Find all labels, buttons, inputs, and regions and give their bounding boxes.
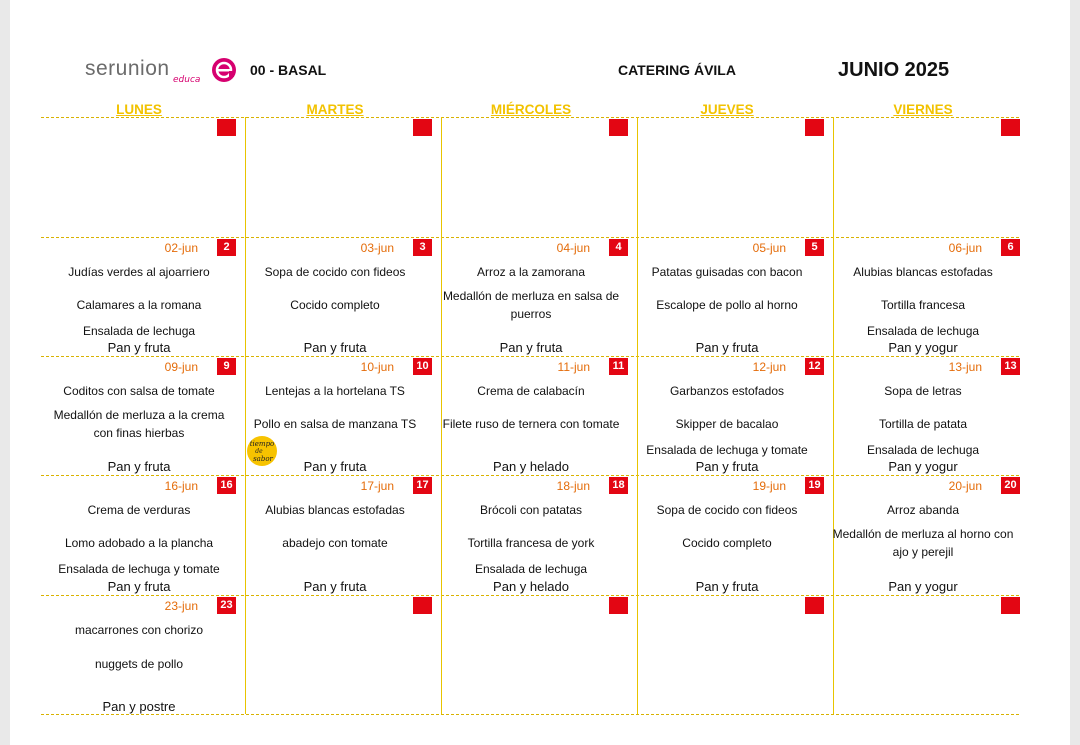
day-cell xyxy=(41,595,237,714)
day-cell xyxy=(629,356,825,475)
dish-first: Garbanzos estofados xyxy=(669,384,785,398)
day-number-badge: 17 xyxy=(413,477,432,494)
dish-side: Ensalada de lechuga xyxy=(866,443,980,457)
day-number-badge: 3 xyxy=(413,239,432,256)
dish-first: Arroz abanda xyxy=(886,503,960,517)
empty-day-marker xyxy=(1001,119,1020,136)
dish-second: Filete ruso de ternera con tomate xyxy=(442,417,620,431)
day-date: 05-jun xyxy=(752,241,786,255)
day-cell xyxy=(825,475,1021,595)
day-cell xyxy=(41,356,237,475)
dish-first: Lentejas a la hortelana TS xyxy=(265,384,405,398)
day-date: 20-jun xyxy=(948,479,982,493)
day-number-badge: 11 xyxy=(609,358,628,375)
day-date: 18-jun xyxy=(556,479,590,493)
dessert-line: Pan y fruta xyxy=(303,340,367,355)
dish-side: Ensalada de lechuga xyxy=(82,324,196,338)
dessert-line: Pan y postre xyxy=(102,699,176,714)
day-number-badge: 10 xyxy=(413,358,432,375)
tiempo-de-sabor-sticker xyxy=(242,434,282,468)
dessert-line: Pan y fruta xyxy=(303,459,367,474)
day-cell xyxy=(41,475,237,595)
dish-side: Ensalada de lechuga xyxy=(474,562,588,576)
day-number-badge: 2 xyxy=(217,239,236,256)
dish-first: Judías verdes al ajoarriero xyxy=(68,265,210,279)
dish-side: Ensalada de lechuga y tomate xyxy=(58,562,220,576)
menu-code: 00 - BASAL xyxy=(250,62,327,78)
dessert-line: Pan y yogur xyxy=(888,459,958,474)
dessert-line: Pan y yogur xyxy=(888,340,958,355)
empty-day-marker xyxy=(805,119,824,136)
month-title: JUNIO 2025 xyxy=(838,59,950,81)
day-number-badge: 20 xyxy=(1001,477,1020,494)
day-cell xyxy=(629,595,825,714)
day-date: 17-jun xyxy=(360,479,394,493)
day-date: 10-jun xyxy=(360,360,394,374)
dessert-line: Pan y helado xyxy=(493,459,569,474)
dish-second: Cocido completo xyxy=(290,298,380,312)
day-number-badge: 18 xyxy=(609,477,628,494)
day-cell xyxy=(237,237,433,356)
day-name-1: MARTES xyxy=(306,102,364,117)
day-number-badge: 23 xyxy=(217,597,236,614)
dish-second: nuggets de pollo xyxy=(94,657,184,671)
day-cell xyxy=(433,117,629,237)
dish-second: abadejo con tomate xyxy=(282,536,388,550)
dish-second: Medallón de merluza al horno con ajo y perejil xyxy=(832,527,1014,559)
day-cell xyxy=(825,117,1021,237)
day-cell xyxy=(433,595,629,714)
day-number-badge: 19 xyxy=(805,477,824,494)
day-name-3: JUEVES xyxy=(700,102,754,117)
empty-day-marker xyxy=(805,597,824,614)
dish-first: macarrones con chorizo xyxy=(74,623,204,637)
day-number-badge: 6 xyxy=(1001,239,1020,256)
day-name-4: VIERNES xyxy=(893,102,953,117)
empty-day-marker xyxy=(609,119,628,136)
day-date: 04-jun xyxy=(556,241,590,255)
dish-second: Cocido completo xyxy=(682,536,772,550)
day-cell xyxy=(41,117,237,237)
dessert-line: Pan y helado xyxy=(493,579,569,594)
day-cell xyxy=(41,237,237,356)
day-date: 02-jun xyxy=(164,241,198,255)
dessert-line: Pan y fruta xyxy=(303,579,367,594)
dessert-line: Pan y fruta xyxy=(107,459,171,474)
empty-day-marker xyxy=(1001,597,1020,614)
day-cell xyxy=(825,595,1021,714)
empty-day-marker xyxy=(413,597,432,614)
dish-second: Tortilla francesa xyxy=(880,298,966,312)
day-name-0: LUNES xyxy=(116,102,162,117)
logo-word: serunion xyxy=(85,57,170,80)
day-cell xyxy=(629,475,825,595)
dessert-line: Pan y fruta xyxy=(695,579,759,594)
day-cell xyxy=(237,595,433,714)
day-cell xyxy=(629,117,825,237)
dish-first: Alubias blancas estofadas xyxy=(265,503,405,517)
dish-first: Alubias blancas estofadas xyxy=(853,265,993,279)
day-cell xyxy=(237,117,433,237)
day-date: 09-jun xyxy=(164,360,198,374)
day-cell xyxy=(825,237,1021,356)
empty-day-marker xyxy=(609,597,628,614)
dish-first: Coditos con salsa de tomate xyxy=(63,384,215,398)
catering-name: CATERING ÁVILA xyxy=(618,62,736,78)
dessert-line: Pan y fruta xyxy=(499,340,563,355)
day-date: 03-jun xyxy=(360,241,394,255)
dessert-line: Pan y fruta xyxy=(695,459,759,474)
dish-first: Crema de verduras xyxy=(87,503,191,517)
day-cell xyxy=(825,356,1021,475)
dish-first: Sopa de cocido con fideos xyxy=(264,265,406,279)
empty-day-marker xyxy=(217,119,236,136)
row-divider xyxy=(41,714,1019,715)
dish-second: Calamares a la romana xyxy=(76,298,202,312)
day-date: 13-jun xyxy=(948,360,982,374)
dish-second: Medallón de merluza en salsa de puerros xyxy=(442,289,620,321)
day-date: 23-jun xyxy=(164,599,198,613)
dish-first: Crema de calabacín xyxy=(477,384,585,398)
dish-second: Skipper de bacalao xyxy=(675,417,779,431)
sticker-line-1: tiempo xyxy=(249,440,275,448)
dish-first: Brócoli con patatas xyxy=(479,503,583,517)
sticker-line-3: sabor xyxy=(253,455,273,463)
day-date: 16-jun xyxy=(164,479,198,493)
day-date: 06-jun xyxy=(948,241,982,255)
dish-side: Ensalada de lechuga y tomate xyxy=(646,443,808,457)
day-number-badge: 16 xyxy=(217,477,236,494)
day-date: 19-jun xyxy=(752,479,786,493)
dessert-line: Pan y yogur xyxy=(888,579,958,594)
day-number-badge: 12 xyxy=(805,358,824,375)
dish-first: Patatas guisadas con bacon xyxy=(651,265,803,279)
sticker-line-2: de xyxy=(255,448,263,455)
dish-first: Sopa de letras xyxy=(884,384,962,398)
dish-second: Lomo adobado a la plancha xyxy=(64,536,214,550)
dessert-line: Pan y fruta xyxy=(107,579,171,594)
dish-second: Tortilla francesa de york xyxy=(467,536,595,550)
empty-day-marker xyxy=(413,119,432,136)
day-number-badge: 4 xyxy=(609,239,628,256)
dish-second: Escalope de pollo al horno xyxy=(656,298,798,312)
day-number-badge: 13 xyxy=(1001,358,1020,375)
day-number-badge: 9 xyxy=(217,358,236,375)
dish-first: Arroz a la zamorana xyxy=(476,265,586,279)
day-cell xyxy=(629,237,825,356)
day-cell xyxy=(237,475,433,595)
logo-educa: educa xyxy=(173,75,201,85)
day-cell xyxy=(433,356,629,475)
dessert-line: Pan y fruta xyxy=(107,340,171,355)
dish-second: Medallón de merluza a la crema con finas hierbas xyxy=(53,408,225,440)
dish-second: Tortilla de patata xyxy=(878,417,968,431)
dessert-line: Pan y fruta xyxy=(695,340,759,355)
day-name-2: MIÉRCOLES xyxy=(490,102,572,117)
day-cell xyxy=(433,475,629,595)
dish-side: Ensalada de lechuga xyxy=(866,324,980,338)
logo-mark-icon xyxy=(209,55,239,85)
day-date: 12-jun xyxy=(752,360,786,374)
dish-first: Sopa de cocido con fideos xyxy=(656,503,798,517)
day-number-badge: 5 xyxy=(805,239,824,256)
day-cell xyxy=(433,237,629,356)
dish-second: Pollo en salsa de manzana TS xyxy=(253,417,417,431)
day-date: 11-jun xyxy=(557,360,590,374)
